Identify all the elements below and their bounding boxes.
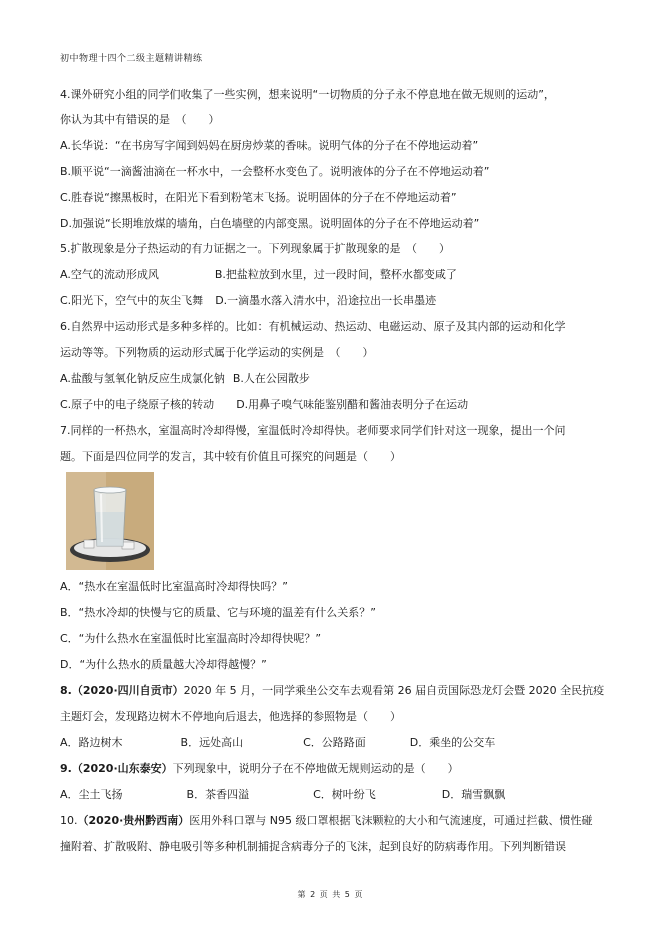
q4-option-c: C.胜春说“擦黑板时，在阳光下看到粉笔末飞扬。说明固体的分子在不停地运动着” <box>60 191 457 204</box>
page-header: 初中物理十四个二级主题精讲精练 <box>60 54 203 64</box>
q8-option-d: D．乘坐的公交车 <box>409 736 496 749</box>
glass-illustration <box>66 472 154 570</box>
q6-option-b: B.人在公园散步 <box>232 372 310 385</box>
q8-source: 8.（2020·四川自贡市） <box>60 684 184 697</box>
q9-options <box>60 788 505 802</box>
q5-option-d: D.一滴墨水落入清水中，沿途拉出一长串墨迹 <box>215 294 437 307</box>
q6-options-row1 <box>60 372 310 386</box>
q10-number: 10. <box>60 814 78 827</box>
q5-option-a: A.空气的流动形成风 <box>60 268 159 281</box>
q4-stem-line1: 4.课外研究小组的同学们收集了一些实例，想来说明“一切物质的分子永不停息地在做无规则的运动”， <box>60 88 555 101</box>
q10-stem-line1 <box>60 814 593 828</box>
q8-option-a: A．路边树木 <box>60 736 123 749</box>
q9-option-b: B．茶香四溢 <box>186 788 250 801</box>
q5-options-row1 <box>60 268 457 282</box>
q7-stem-line2: 题。下面是四位同学的发言，其中较有价值且可探究的问题是（ ） <box>60 450 401 463</box>
q10-text-line1: 医用外科口罩与 N95 级口罩根据飞沫颗粒的大小和气流速度，可通过拦截、惯性碰 <box>189 814 593 827</box>
q6-option-d: D.用鼻子嗅气味能鉴别醋和酱油表明分子在运动 <box>236 398 469 411</box>
q8-stem-line1 <box>60 684 604 698</box>
q6-stem-line1: 6.自然界中运动形式是多种多样的。比如：有机械运动、热运动、电磁运动、原子及其内部的运动和化学 <box>60 320 566 333</box>
q9-source: 9.（2020·山东泰安） <box>60 762 173 775</box>
q9-option-d: D．瑞雪飘飘 <box>441 788 506 801</box>
q7-option-b: B．“热水冷却的快慢与它的质量、它与环境的温差有什么关系？” <box>60 606 376 619</box>
glass-of-hot-water-photo <box>66 472 154 570</box>
q5-stem: 5.扩散现象是分子热运动的有力证据之一。下列现象属于扩散现象的是 （ ） <box>60 242 450 255</box>
q8-options <box>60 736 495 750</box>
q5-option-c: C.阳光下，空气中的灰尘飞舞 <box>60 294 204 307</box>
q10-stem-line2: 撞附着、扩散吸附、静电吸引等多种机制捕捉含病毒分子的飞沫，起到良好的防病毒作用。下列判断错误 <box>60 840 566 853</box>
q7-stem-line1: 7.同样的一杯热水，室温高时冷却得慢，室温低时冷却得快。老师要求同学们针对这一现象，提出一个问 <box>60 424 566 437</box>
q7-option-c: C．“为什么热水在室温低时比室温高时冷却得快呢？” <box>60 632 322 645</box>
q8-option-c: C．公路路面 <box>303 736 366 749</box>
q9-option-a: A．尘土飞扬 <box>60 788 123 801</box>
q8-text-line1: 2020 年 5 月，一同学乘坐公交车去观看第 26 届自贡国际恐龙灯会暨 2020 全民抗疫 <box>183 684 605 697</box>
q4-option-a: A.长华说：“在书房写字闻到妈妈在厨房炒菜的香味。说明气体的分子在不停地运动着” <box>60 139 479 152</box>
q8-option-b: B．远处高山 <box>180 736 244 749</box>
q4-stem-line2: 你认为其中有错误的是 （ ） <box>60 113 220 126</box>
q6-option-a: A.盐酸与氢氧化钠反应生成氯化钠 <box>60 372 225 385</box>
q8-stem-line2: 主题灯会，发现路边树木不停地向后退去，他选择的参照物是（ ） <box>60 710 401 723</box>
q6-option-c: C.原子中的电子绕原子核的转动 <box>60 398 215 411</box>
q5-options-row2 <box>60 294 436 308</box>
q6-options-row2 <box>60 398 468 412</box>
q4-option-d: D.加强说“长期堆放煤的墙角，白色墙壁的内部变黑。说明固体的分子在不停地运动着” <box>60 217 480 230</box>
q9-option-c: C．树叶纷飞 <box>313 788 376 801</box>
page-footer: 第 2 页 共 5 页 <box>297 890 364 899</box>
q9-stem <box>60 762 459 776</box>
q9-text: 下列现象中，说明分子在不停地做无规则运动的是（ ） <box>172 762 459 775</box>
q7-option-d: D．“为什么热水的质量越大冷却得越慢？” <box>60 658 267 671</box>
q4-option-b: B.顺平说“一滴酱油滴在一杯水中，一会整杯水变色了。说明液体的分子在不停地运动着” <box>60 165 490 178</box>
q5-option-b: B.把盐粒放到水里，过一段时间，整杯水都变咸了 <box>214 268 457 281</box>
q7-option-a: A．“热水在室温低时比室温高时冷却得快吗？” <box>60 580 288 593</box>
q6-stem-line2: 运动等等。下列物质的运动形式属于化学运动的实例是 （ ） <box>60 346 374 359</box>
q10-source: （2020·贵州黔西南） <box>77 814 190 827</box>
